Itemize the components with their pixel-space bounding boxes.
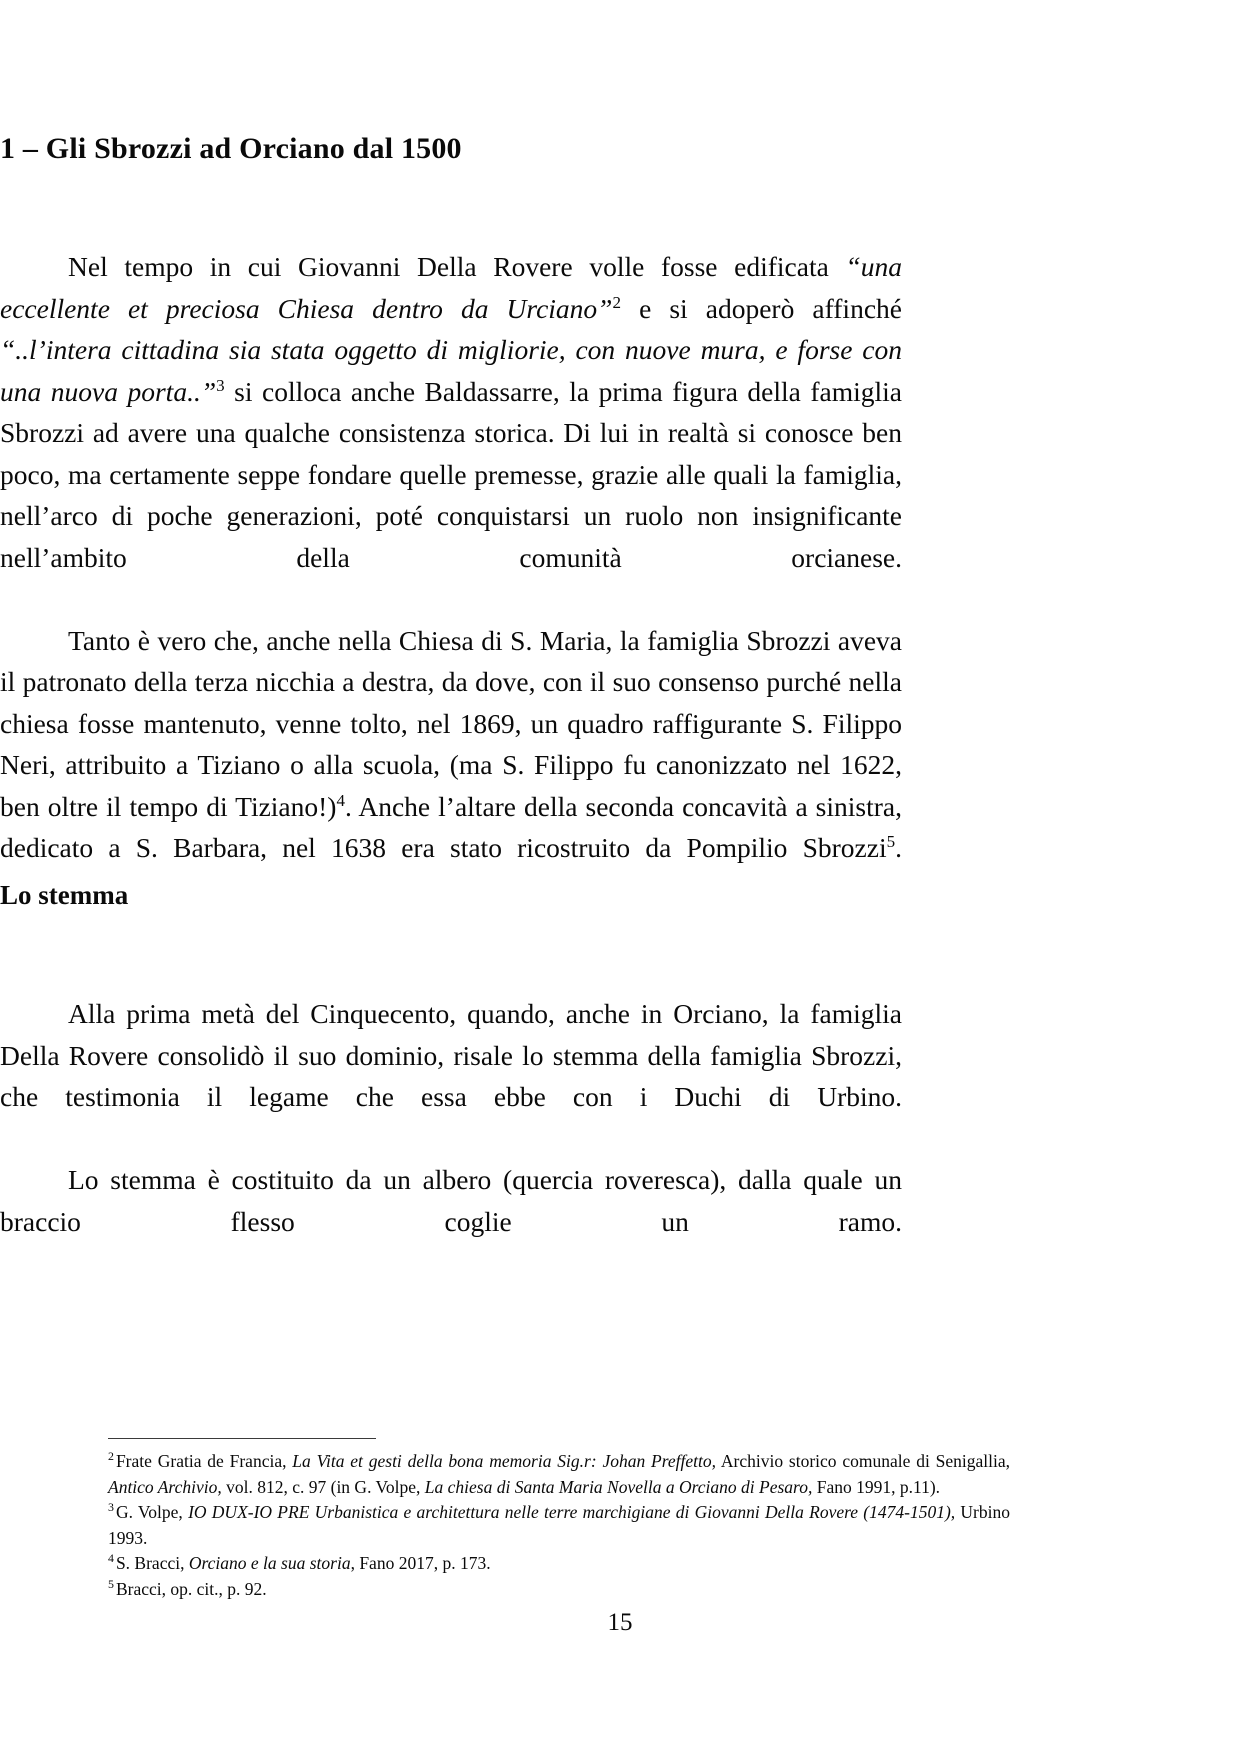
main-text-block-top: [0, 246, 902, 910]
footnote-marker-2: 2: [108, 1449, 114, 1464]
paragraph-2: [0, 620, 902, 911]
footnote-item: [108, 1449, 1010, 1500]
footnote-4-title-1: Orciano e la sua storia: [188, 1553, 351, 1573]
footnote-marker-3: 3: [108, 1500, 114, 1515]
chapter-heading: 1 – Gli Sbrozzi ad Orciano dal 1500: [0, 132, 462, 165]
p1-quote-2: “..l’intera cittadina sia stata oggetto di migliorie, con nuove mura, e forse con una nuova porta..”: [0, 334, 902, 407]
footnote-5-segment-1: Bracci, op. cit., p. 92.: [115, 1578, 267, 1599]
p2-segment-1: Tanto è vero che, anche nella Chiesa di S. Maria, la famiglia Sbrozzi aveva il patronato della terza nicchia a destra, da dove, con il suo consenso purché nella chiesa fosse mantenuto, venne tolto, nel 1869, un quadro raffigurante S. Filippo Neri, attribuito a Tiziano o alla scuola, (ma S. Filippo fu canonizzato nel 1622, ben oltre il tempo di Tiziano!): [0, 624, 902, 822]
footnote-ref-2[interactable]: 2: [612, 292, 621, 312]
page-number: 15: [607, 1609, 633, 1636]
footnote-3-segment-1: G. Volpe,: [115, 1502, 189, 1522]
paragraph-1: [0, 246, 902, 620]
footnote-2-segment-3: vol. 812, c. 97 (in G. Volpe,: [221, 1476, 425, 1497]
footnote-item: [108, 1577, 1010, 1603]
main-text-block-bottom: [0, 993, 902, 1284]
footnote-3-segment-2: Urbino 1993.: [108, 1502, 1010, 1548]
footnote-2-title-3: La chiesa di Santa Maria Novella a Orciano di Pesaro,: [424, 1476, 813, 1497]
footnote-3-title-1: IO DUX-IO PRE Urbanistica e architettura nelle terre marchigiane di Giovanni Della Rovere (1474-1501),: [188, 1502, 956, 1522]
p1-quote-1: “una eccellente et preciosa Chiesa dentro da Urciano”: [0, 251, 902, 324]
section-heading-lo-stemma: Lo stemma: [0, 880, 129, 910]
footnote-marker-4: 4: [108, 1551, 114, 1566]
footnote-2-segment-4: Fano 1991, p.11).: [812, 1476, 941, 1497]
footnote-item: [108, 1551, 1010, 1577]
footnote-separator-rule: [108, 1438, 376, 1439]
footnote-2-segment-2: Archivio storico comunale di Senigallia,: [716, 1451, 1010, 1471]
footnote-section: [108, 1438, 1010, 1602]
p1-segment-3: si colloca anche Baldassarre, la prima figura della famiglia Sbrozzi ad avere una qualche consistenza storica. Di lui in realtà si conosce ben poco, ma certamente seppe fondare quelle premesse, grazie alle quali la famiglia, nell’arco di poche generazioni, poté conquistarsi un ruolo non insignificante nell’ambito della comunità orcianese.: [0, 375, 903, 573]
p2-segment-2: . Anche l’altare della seconda concavità a sinistra, dedicato a S. Barbara, nel 1638 era stato ricostruito da Pompilio Sbrozzi: [0, 790, 902, 863]
footnote-4-segment-2: , Fano 2017, p. 173.: [350, 1553, 491, 1573]
footnote-ref-5[interactable]: 5: [886, 831, 896, 851]
footnote-ref-4[interactable]: 4: [336, 790, 345, 810]
footnote-4-segment-1: S. Bracci,: [115, 1553, 189, 1573]
paragraph-4: Lo stemma è costituito da un albero (quercia roveresca), dalla quale un braccio flesso coglie un ramo.: [0, 1164, 902, 1237]
footnote-marker-5: 5: [108, 1576, 114, 1591]
footnote-2-segment-1: Frate Gratia de Francia,: [115, 1451, 293, 1471]
footnote-2-title-2: Antico Archivio,: [108, 1476, 222, 1497]
paragraph-3: Alla prima metà del Cinquecento, quando, anche in Orciano, la famiglia Della Rovere consolidò il suo dominio, risale lo stemma della famiglia Sbrozzi, che testimonia il legame che essa ebbe con i Duchi di Urbino.: [0, 998, 902, 1112]
footnote-item: [108, 1500, 1010, 1551]
footnote-ref-3[interactable]: 3: [216, 375, 225, 395]
footnote-2-title-1: La Vita et gesti della bona memoria Sig.r: Johan Preffetto,: [292, 1451, 717, 1471]
p1-segment-2: e si adoperò affinché: [621, 292, 902, 324]
p2-segment-3: .: [895, 832, 902, 863]
p1-segment-1: Nel tempo in cui Giovanni Della Rovere volle fosse edificata: [68, 251, 846, 282]
